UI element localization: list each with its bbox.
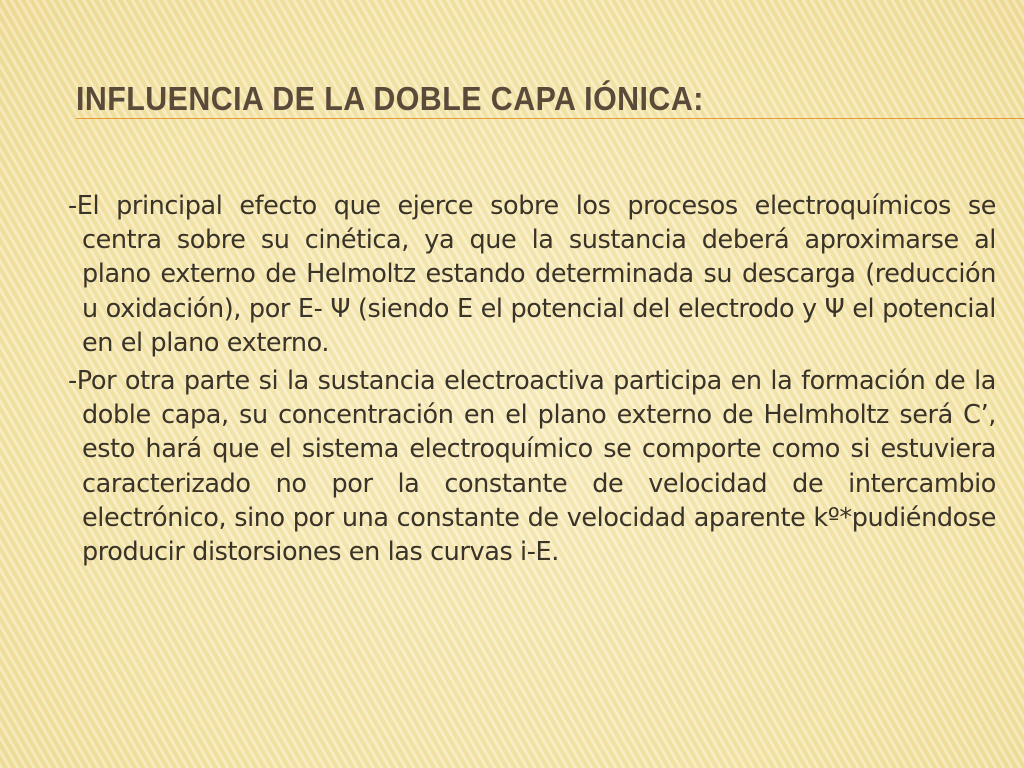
paragraph-efecto-cinetica: -El principal efecto que ejerce sobre los procesos electroquímicos se centra sobre su cinética, ya que la sustancia deberá aproximarse al plano externo de Helmoltz estando determinada su descarga (reducción u oxidación), por E- Ψ (siendo E el potencial del electrodo y Ψ el potencial en el plano externo. <box>68 191 996 358</box>
slide-body <box>68 189 996 569</box>
title-underline-rule <box>76 118 1024 119</box>
paragraph-sustancia-electroactiva: -Por otra parte si la sustancia electroactiva participa en la formación de la doble capa, su concentración en el plano externo de Helmholtz será C’, esto hará que el sistema electroquímico se comporte como si estuviera caracterizado no por la constante de velocidad de intercambio electrónico, sino por una constante de velocidad aparente kº*pudiéndose producir distorsiones en las curvas i-E. <box>68 366 996 568</box>
slide-title: INFLUENCIA DE LA DOBLE CAPA IÓNICA: <box>76 80 704 117</box>
